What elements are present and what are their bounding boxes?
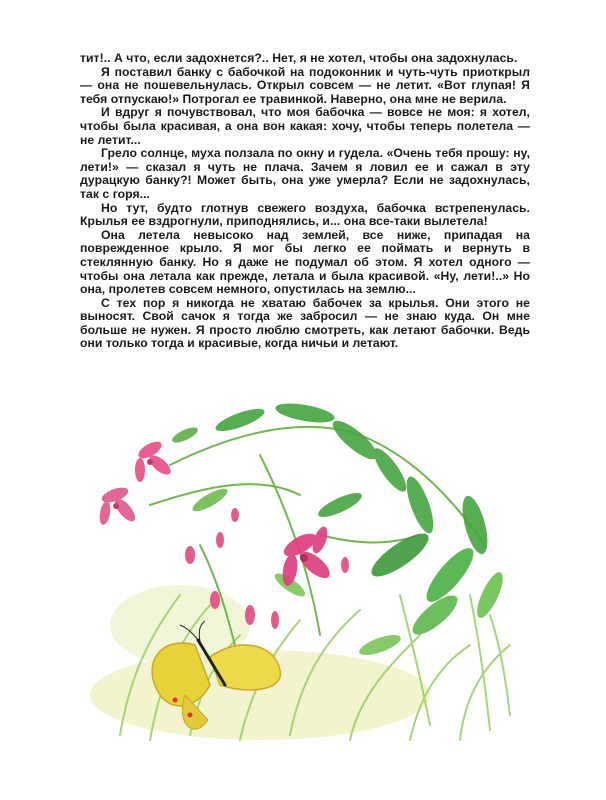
paragraph: Грело солнце, муха ползала по окну и гудела. «Очень тебя прошу: ну, лети!» — сказал я чуть не плача. Зачем я ловил ее и сажал в эту дурацкую банку?! Может быть, она уже умерла? Если не задохнулась, так с горя... — [80, 146, 530, 201]
paragraph-continuation: тит!.. А что, если задохнется?.. Нет, я не хотел, чтобы она задохнулась. — [80, 51, 518, 65]
paragraph: И вдруг я почувствовал, что моя бабочка — вовсе не моя: я хотел, чтобы была красивая, а она вон какая: хочу, чтобы теперь полетела — не летит... — [80, 105, 530, 147]
paragraph: Но тут, будто глотнув свежего воздуха, бабочка встрепенулась. Крылья ее вздрогнули, приподнялись, и... она все-таки вылетела! — [80, 200, 530, 229]
flower — [98, 485, 139, 526]
paragraph: Я поставил банку с бабочкой на подоконник и чуть-чуть приоткрыл — она не пошевельнулась. Открыл совсем — не летит. «Вот глупая! Я тебя отпускаю!» Потрогал ее травинкой. Наверно, она мне не верила. — [80, 64, 530, 106]
watercolor-illustration — [90, 395, 530, 750]
paragraph: С тех пор я никогда не хватаю бабочек за крылья. Они этого не выносят. Свой сачок я тогда же забросил — не знаю куда. Он мне больше не нужен. Я просто люблю смотреть, как летают бабочки. Ведь они только тогда и красивые, когда ничьи и летают. — [80, 295, 530, 351]
paragraph: Она летела невысоко над землей, все ниже, припадая на поврежденное крыло. Я мог бы легко ее поймать и вернуть в стеклянную банку. Но я даже не подумал об этом. Я хотел одного — чтобы она летала как прежде, летала и была красивой. «Ну, лети!..» Но она, пролетев совсем немного, опустилась на землю... — [80, 227, 530, 297]
story-text — [80, 52, 530, 351]
flower — [135, 438, 174, 482]
